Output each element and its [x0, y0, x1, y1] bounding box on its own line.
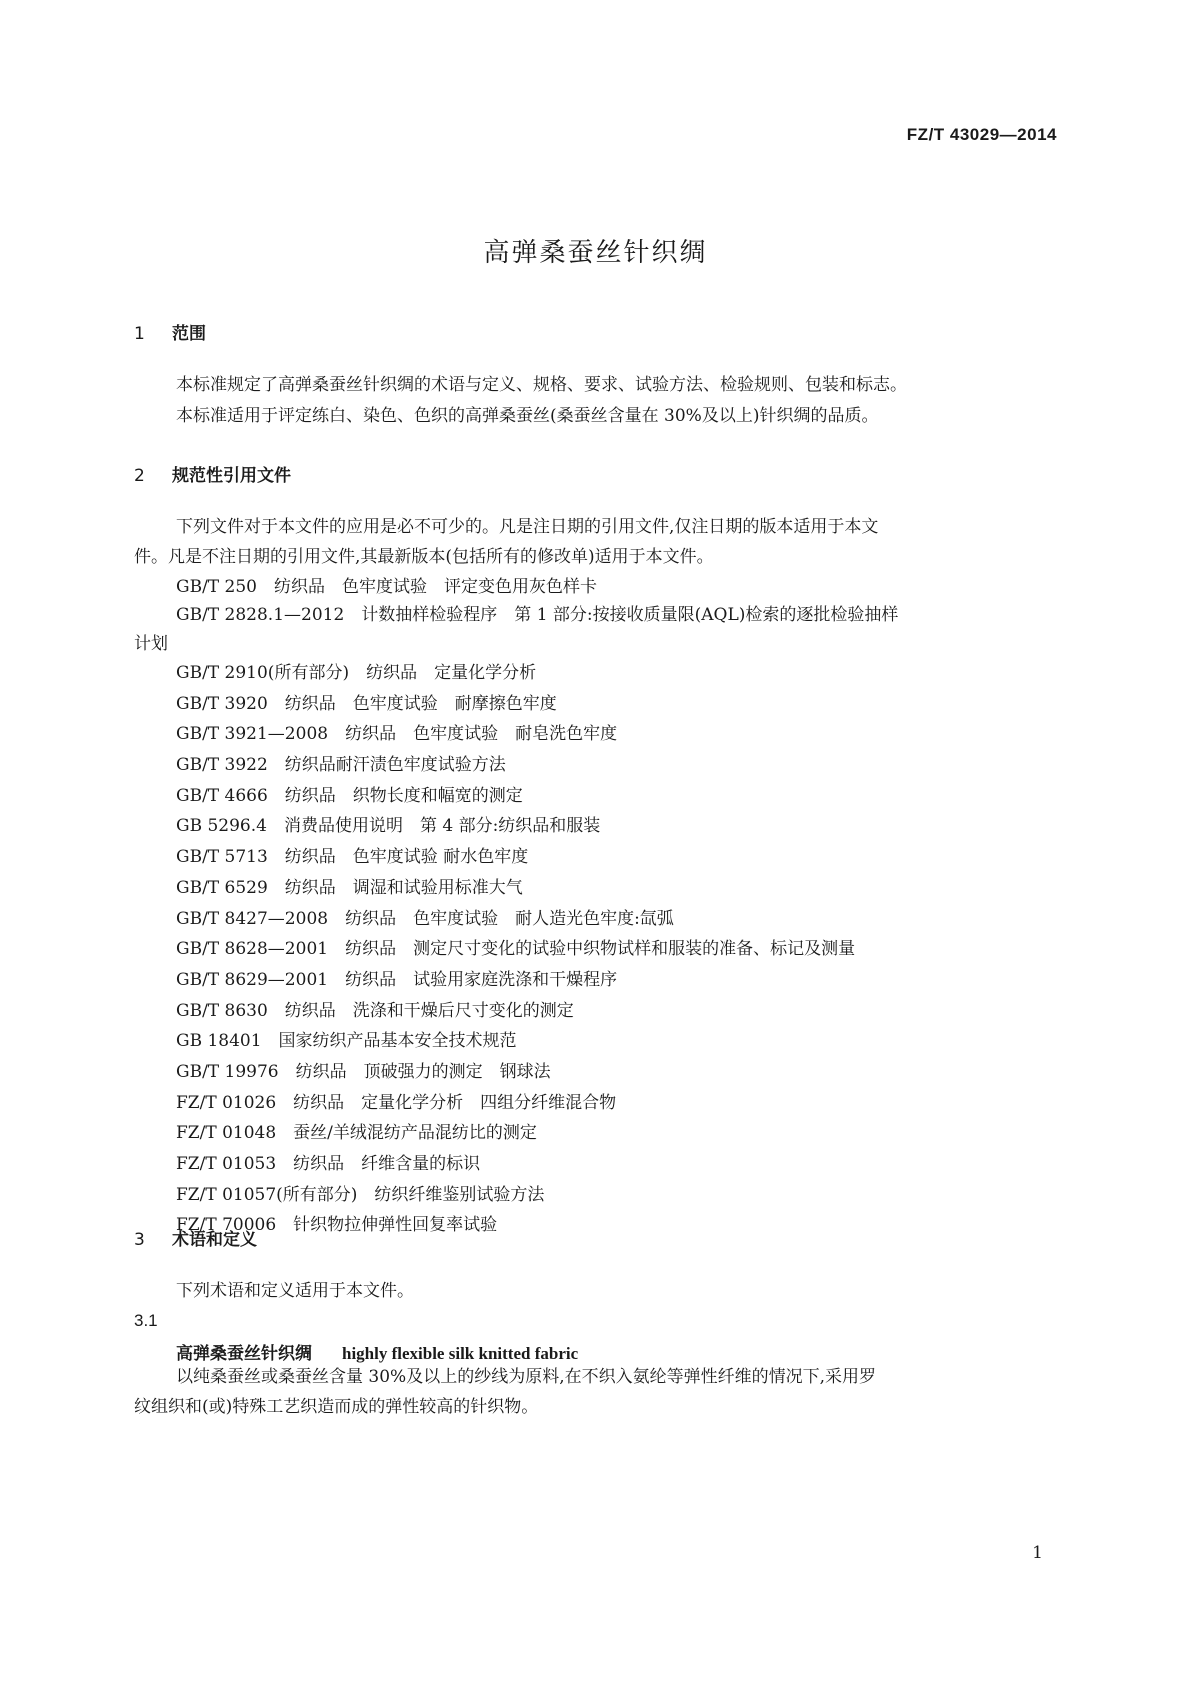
reference-item: GB/T 2828.1—2012 计数抽样检验程序 第 1 部分:按接收质量限(AQL)检索的逐批检验抽样	[176, 605, 899, 625]
reference-item: GB/T 8629—2001 纺织品 试验用家庭洗涤和干燥程序	[176, 969, 618, 990]
section-3-heading	[134, 1225, 257, 1250]
reference-item: FZ/T 70006 针织物拉伸弹性回复率试验	[176, 1215, 498, 1236]
reference-list	[176, 658, 855, 1241]
reference-item: GB/T 3920 纺织品 色牢度试验 耐摩擦色牢度	[176, 693, 557, 714]
reference-item: GB/T 3921—2008 纺织品 色牢度试验 耐皂洗色牢度	[176, 724, 618, 745]
reference-item: GB/T 6529 纺织品 调湿和试验用标准大气	[176, 877, 523, 898]
paragraph-continued: 件。凡是不注日期的引用文件,其最新版本(包括所有的修改单)适用于本文件。	[134, 547, 714, 567]
definition: 以纯桑蚕丝或桑蚕丝含量 30%及以上的纱线为原料,在不织入氨纶等弹性纤维的情况下,采用罗	[176, 1367, 876, 1387]
term-chinese: 高弹桑蚕丝针织绸	[176, 1344, 312, 1364]
reference-item: GB/T 8427—2008 纺织品 色牢度试验 耐人造光色牢度:氙弧	[176, 908, 674, 929]
paragraph: 本标准适用于评定练白、染色、色织的高弹桑蚕丝(桑蚕丝含量在 30%及以上)针织绸的品质。	[176, 406, 879, 426]
term-english: highly flexible silk knitted fabric	[342, 1344, 579, 1363]
reference-item: GB/T 8630 纺织品 洗涤和干燥后尺寸变化的测定	[176, 1000, 574, 1021]
section-title: 术语和定义	[172, 1230, 257, 1250]
reference-item-continued: 计划	[134, 634, 168, 654]
reference-item: GB/T 19976 纺织品 顶破强力的测定 钢球法	[176, 1061, 551, 1082]
reference-item: GB/T 4666 纺织品 织物长度和幅宽的测定	[176, 785, 523, 806]
reference-item: GB 18401 国家纺织产品基本安全技术规范	[176, 1031, 517, 1052]
subsection-number: 3.1	[134, 1311, 158, 1330]
section-number: 1	[134, 324, 145, 344]
section-title: 范围	[172, 324, 206, 344]
term-entry	[176, 1339, 578, 1364]
section-number: 3	[134, 1230, 145, 1250]
reference-item: FZ/T 01053 纺织品 纤维含量的标识	[176, 1154, 481, 1174]
reference-item: GB/T 8628—2001 纺织品 测定尺寸变化的试验中织物试样和服装的准备、标记及测量	[176, 939, 856, 960]
section-number: 2	[134, 466, 145, 486]
reference-item: GB 5296.4 消费品使用说明 第 4 部分:纺织品和服装	[176, 816, 601, 837]
section-2-heading	[134, 461, 291, 486]
page-number: 1	[1032, 1543, 1043, 1563]
section-1-heading	[134, 319, 206, 344]
paragraph: 下列术语和定义适用于本文件。	[176, 1281, 414, 1301]
standard-code: FZ/T 43029—2014	[906, 125, 1057, 144]
reference-item: FZ/T 01048 蚕丝/羊绒混纺产品混纺比的测定	[176, 1123, 537, 1144]
paragraph: 本标准规定了高弹桑蚕丝针织绸的术语与定义、规格、要求、试验方法、检验规则、包装和标志。	[176, 375, 907, 395]
paragraph: 下列文件对于本文件的应用是必不可少的。凡是注日期的引用文件,仅注日期的版本适用于本文	[176, 517, 879, 537]
reference-item: FZ/T 01026 纺织品 定量化学分析 四组分纤维混合物	[176, 1092, 617, 1113]
reference-item: GB/T 250 纺织品 色牢度试验 评定变色用灰色样卡	[176, 577, 597, 597]
document-title: 高弹桑蚕丝针织绸	[483, 238, 708, 268]
definition-continued: 纹组织和(或)特殊工艺织造而成的弹性较高的针织物。	[134, 1397, 539, 1417]
reference-item: GB/T 2910(所有部分) 纺织品 定量化学分析	[176, 663, 537, 683]
reference-item: GB/T 5713 纺织品 色牢度试验 耐水色牢度	[176, 847, 529, 868]
section-title: 规范性引用文件	[172, 466, 291, 486]
reference-item: FZ/T 01057(所有部分) 纺织纤维鉴别试验方法	[176, 1184, 545, 1205]
reference-item: GB/T 3922 纺织品耐汗渍色牢度试验方法	[176, 755, 506, 776]
